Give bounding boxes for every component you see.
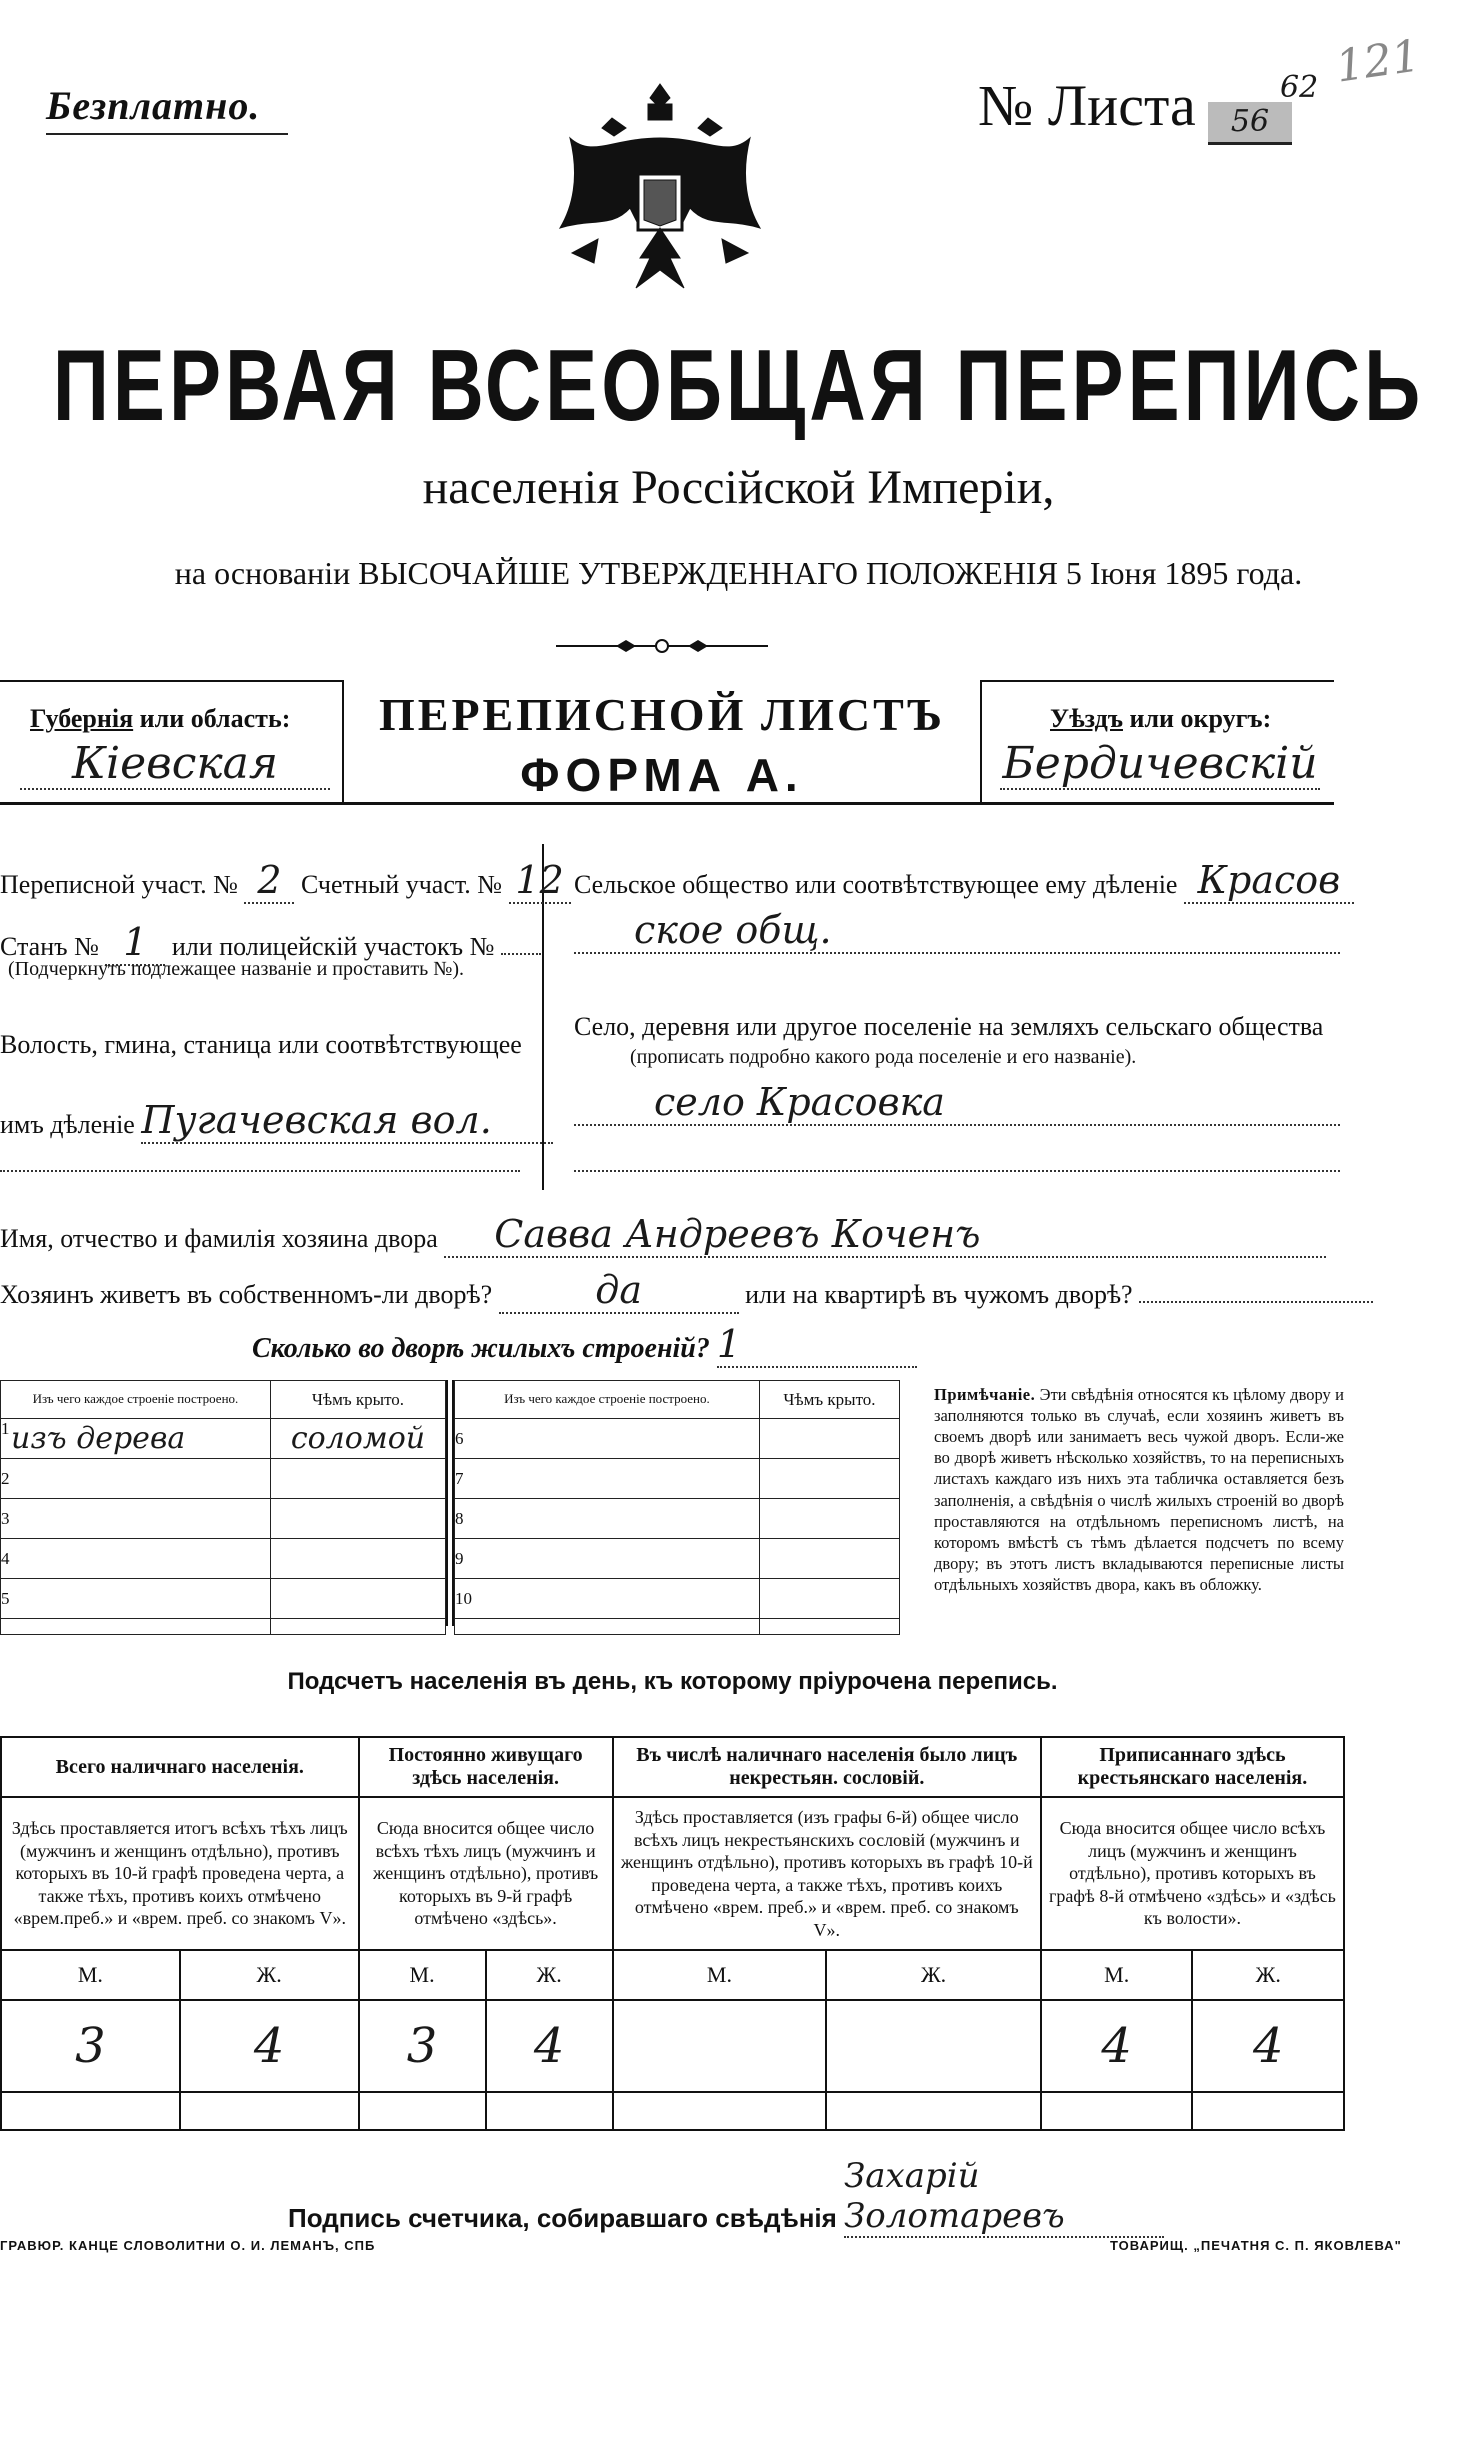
building-num: 5 xyxy=(1,1579,12,1619)
note-block xyxy=(934,1384,1344,1595)
owner-label: Имя, отчество и фамилія хозяина двора xyxy=(0,1224,438,1253)
underline-note: (Подчеркнуть подлежащее названіе и проставить №). xyxy=(8,958,464,980)
total-male-value: 3 xyxy=(1,2000,180,2092)
police-section-value xyxy=(501,953,541,955)
filler-cell xyxy=(455,1619,760,1635)
society-value-1: Красов xyxy=(1184,858,1354,904)
non-peasant-female-value xyxy=(826,2000,1041,2092)
census-section-value: 2 xyxy=(244,858,294,904)
col-title-permanent: Постоянно живущаго здѣсь населенія. xyxy=(359,1737,613,1797)
building-material xyxy=(11,1499,270,1539)
female-label: Ж. xyxy=(1192,1950,1344,2000)
buildings-row xyxy=(252,1322,917,1368)
census-section-label: Переписной участ. № xyxy=(0,870,238,899)
material-header: Изъ чего каждое строеніе построено. xyxy=(1,1381,271,1419)
building-roof xyxy=(759,1459,899,1499)
peasant-male-value: 4 xyxy=(1041,2000,1193,2092)
uezd-label-rest: или округъ: xyxy=(1122,704,1272,733)
census-section-row xyxy=(0,858,571,904)
gubernia-label-rest: или область: xyxy=(133,704,291,733)
peasant-female-value: 4 xyxy=(1192,2000,1344,2092)
population-table xyxy=(0,1736,1345,2131)
stan-value: 1 xyxy=(105,920,165,966)
building-num: 10 xyxy=(455,1579,480,1619)
building-material xyxy=(479,1539,759,1579)
buildings-value: 1 xyxy=(717,1322,917,1368)
building-roof xyxy=(270,1539,445,1579)
building-material xyxy=(479,1419,759,1459)
population-heading: Подсчетъ населенія въ день, къ которому пріурочена перепись. xyxy=(287,1668,1058,1695)
empty-cell xyxy=(826,2092,1041,2130)
owner-value: Савва Андреевъ Коченъ xyxy=(444,1212,1326,1258)
volost-label: Волость, гмина, станица или соотвѣтствующее xyxy=(0,1030,522,1059)
signature-row xyxy=(288,2156,1164,2238)
signature-value: Захарій Золотаревъ xyxy=(844,2156,1164,2238)
village-note: (прописать подробно какого рода поселеніе и его названіе). xyxy=(630,1046,1137,1068)
female-label: Ж. xyxy=(486,1950,613,2000)
col-desc-permanent: Сюда вносится общее число всѣхъ тѣхъ лицъ (мужчинъ и женщинъ отдѣльно), противъ которыхъ въ 9-й графѣ отмѣчено «здѣсь». xyxy=(359,1797,613,1950)
building-num: 6 xyxy=(455,1419,480,1459)
female-label: Ж. xyxy=(826,1950,1041,2000)
empty-cell xyxy=(359,2092,486,2130)
page-title: ПЕРВАЯ ВСЕОБЩАЯ ПЕРЕПИСЬ xyxy=(52,327,1425,443)
building-roof xyxy=(759,1499,899,1539)
buildings-table-left xyxy=(0,1380,446,1635)
counting-section-value: 12 xyxy=(509,858,571,904)
village-label: Село, деревня или другое поселеніе на земляхъ сельскаго общества xyxy=(574,1012,1324,1041)
buildings-table-right xyxy=(454,1380,900,1635)
frame-line xyxy=(980,680,982,804)
male-label: М. xyxy=(613,1950,827,2000)
sheet-number-label: № Листа xyxy=(978,73,1196,138)
female-label: Ж. xyxy=(180,1950,359,2000)
sheet-number-value: 62 xyxy=(1280,70,1319,105)
ornament-divider xyxy=(556,636,768,656)
empty-cell xyxy=(1,2092,180,2130)
legal-basis-text: на основаніи ВЫСОЧАЙШЕ УТВЕРЖДЕННАГО ПОЛОЖЕНІЯ 5 Іюня 1895 года. xyxy=(174,555,1303,591)
printer-right: ТОВАРИЩ. „ПЕЧАТНЯ С. П. ЯКОВЛЕВА" xyxy=(1110,2238,1402,2253)
col-title-peasant: Приписаннаго здѣсь крестьянскаго населенія. xyxy=(1041,1737,1344,1797)
uezd-label xyxy=(1050,704,1271,734)
rent-label: или на квартирѣ въ чужомъ дворѣ? xyxy=(745,1280,1133,1309)
col-desc-total: Здѣсь проставляется итогъ всѣхъ тѣхъ лицъ (мужчинъ и женщинъ отдѣльно), противъ которыхъ въ 10-й графѣ проведена черта, а также тѣхъ, противъ коихъ отмѣчено «врем.преб.» и «врем. преб. со знакомъ V». xyxy=(1,1797,359,1950)
building-num: 8 xyxy=(455,1499,480,1539)
material-header: Изъ чего каждое строеніе построено. xyxy=(455,1381,760,1419)
volost-extra-line xyxy=(0,1170,520,1172)
society-row xyxy=(574,858,1354,904)
police-section-label: или полицейскій участокъ № xyxy=(171,932,495,961)
frame-line xyxy=(0,802,1334,805)
society-value-2: ское общ. xyxy=(574,908,1340,954)
frame-line xyxy=(980,680,1334,682)
signature-label: Подпись счетчика, собиравшаго свѣдѣнія xyxy=(288,2203,837,2233)
roof-header: Чѣмъ крыто. xyxy=(270,1381,445,1419)
gubernia-label xyxy=(30,704,290,734)
filler-cell xyxy=(1,1619,271,1635)
filler-cell xyxy=(270,1619,445,1635)
non-peasant-male-value xyxy=(613,2000,827,2092)
roof-header: Чѣмъ крыто. xyxy=(759,1381,899,1419)
page-subtitle: населенія Россійской Имперіи, xyxy=(422,461,1055,514)
building-material xyxy=(479,1579,759,1619)
building-roof xyxy=(759,1539,899,1579)
filler-cell xyxy=(759,1619,899,1635)
male-label: М. xyxy=(359,1950,486,2000)
col-title-total: Всего наличнаго населенія. xyxy=(1,1737,359,1797)
building-num: 7 xyxy=(455,1459,480,1499)
building-num: 1 xyxy=(1,1419,12,1459)
building-material xyxy=(479,1459,759,1499)
building-material xyxy=(11,1579,270,1619)
building-roof xyxy=(759,1579,899,1619)
own-yard-row xyxy=(0,1268,1373,1314)
building-num: 3 xyxy=(1,1499,12,1539)
permanent-male-value: 3 xyxy=(359,2000,486,2092)
stan-label: Станъ № xyxy=(0,932,99,961)
volost-row xyxy=(0,1098,553,1144)
male-label: М. xyxy=(1041,1950,1193,2000)
imperial-eagle-emblem xyxy=(552,78,768,308)
building-roof: соломой xyxy=(270,1419,445,1459)
col-desc-peasant: Сюда вносится общее число всѣхъ лицъ (мужчинъ и женщинъ отдѣльно), противъ которыхъ въ графѣ 8-й отмѣчено «здѣсь» и «здѣсь къ волости». xyxy=(1041,1797,1344,1950)
free-of-charge-label: Безплатно. xyxy=(46,83,261,128)
building-material xyxy=(479,1499,759,1539)
archive-number: 121 xyxy=(1332,30,1424,93)
building-num: 9 xyxy=(455,1539,480,1579)
gubernia-label-underlined: Губернія xyxy=(30,704,134,733)
permanent-female-value: 4 xyxy=(486,2000,613,2092)
building-material: изъ дерева xyxy=(11,1419,270,1459)
frame-line xyxy=(0,680,344,682)
own-yard-value: да xyxy=(499,1268,739,1314)
form-subtitle: ФОРМА А. xyxy=(520,749,804,801)
building-roof xyxy=(270,1499,445,1539)
building-num: 4 xyxy=(1,1539,12,1579)
volost-value: Пугачевская вол. xyxy=(141,1098,553,1144)
own-yard-label: Хозяинъ живетъ въ собственномъ-ли дворѣ? xyxy=(0,1280,493,1309)
total-female-value: 4 xyxy=(180,2000,359,2092)
owner-row xyxy=(0,1212,1326,1258)
rent-value xyxy=(1139,1301,1373,1303)
village-value: село Красовка xyxy=(574,1080,1340,1126)
table-double-divider xyxy=(446,1380,454,1626)
note-lead: Примѣчаніе. xyxy=(934,1385,1036,1404)
free-underline xyxy=(46,133,288,135)
male-label: М. xyxy=(1,1950,180,2000)
printer-left: ГРАВЮР. КАНЦЕ СЛОВОЛИТНИ О. И. ЛЕМАНЪ, СПБ xyxy=(0,2238,376,2253)
building-material xyxy=(11,1539,270,1579)
counting-section-label: Счетный участ. № xyxy=(300,870,503,899)
empty-cell xyxy=(613,2092,827,2130)
building-num: 2 xyxy=(1,1459,12,1499)
empty-cell xyxy=(1192,2092,1344,2130)
note-text: Эти свѣдѣнія относятся къ цѣлому двору и заполняются только въ случаѣ, если хозяинъ живетъ въ своемъ дворѣ или занимаетъ весь чужой дворъ. Если-же во дворѣ живетъ нѣсколько хозяйствъ, то на переписныхъ листахъ каждаго изъ нихъ эта табличка оставляется безъ заполненія, а свѣдѣнія о числѣ жилыхъ строеній во дворѣ проставляются на отдѣльномъ переписномъ листѣ, на которомъ вмѣстѣ съ тѣмъ дѣлается подсчетъ по всему двору; въ этотъ листъ вкладываются переписные листы отдѣльныхъ хозяйствъ двора, какъ въ обложку. xyxy=(934,1385,1344,1594)
uezd-value: Бердичевскій xyxy=(1000,738,1320,790)
gubernia-value: Кіевская xyxy=(20,738,330,790)
volost-label-2: имъ дѣленіе xyxy=(0,1110,135,1139)
building-roof xyxy=(270,1459,445,1499)
buildings-label: Сколько во дворѣ жилыхъ строеній? xyxy=(252,1333,710,1364)
empty-cell xyxy=(486,2092,613,2130)
sheet-number xyxy=(978,70,1319,139)
village-extra-line xyxy=(574,1170,1340,1172)
sheet-number-struck-value: 56 xyxy=(1208,102,1292,145)
form-title: ПЕРЕПИСНОЙ ЛИСТЪ xyxy=(378,689,946,740)
building-roof xyxy=(759,1419,899,1459)
empty-cell xyxy=(1041,2092,1193,2130)
uezd-label-underlined: Уѣздъ xyxy=(1050,704,1123,733)
empty-cell xyxy=(180,2092,359,2130)
building-roof xyxy=(270,1579,445,1619)
building-material xyxy=(11,1459,270,1499)
col-title-non-peasant: Въ числѣ наличнаго населенія было лицъ некрестьян. сословій. xyxy=(613,1737,1041,1797)
col-desc-non-peasant: Здѣсь проставляется (изъ графы 6-й) общее число всѣхъ лицъ некрестьянскихъ сословій (мужчинъ и женщинъ отдѣльно), противъ которыхъ въ графѣ 10-й проведена черта, а также тѣхъ, противъ коихъ отмѣчено «врем. преб.» и «врем. преб. со знакомъ V». xyxy=(613,1797,1041,1950)
society-label: Сельское общество или соотвѣтствующее ему дѣленіе xyxy=(574,870,1178,899)
